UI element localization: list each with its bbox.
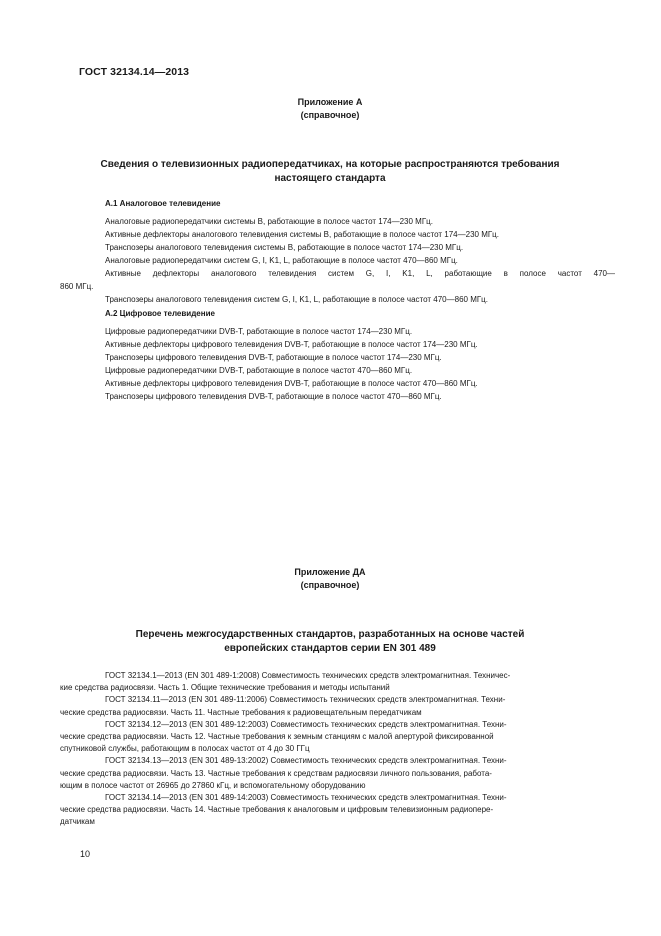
standard-ref-line: ческие средства радиосвязи. Часть 11. Частные требования к радиовещательным передатчикам bbox=[60, 707, 422, 717]
appendix-da-title: Приложение ДА bbox=[294, 567, 366, 577]
list-item: Активные дефлекторы аналогового телевидения системы B, работающие в полосе частот 174—230 МГц. bbox=[105, 230, 499, 239]
appendix-da-header bbox=[60, 566, 600, 592]
appendix-a-heading-line2: настоящего стандарта bbox=[274, 173, 386, 184]
section-a1-title: А.1 Аналоговое телевидение bbox=[105, 199, 221, 208]
appendix-a-title: Приложение А bbox=[297, 97, 363, 107]
list-item: Транспозеры цифрового телевидения DVB-T, работающие в полосе частот 174—230 МГц. bbox=[105, 353, 442, 362]
standards-list bbox=[60, 670, 615, 829]
section-a2-list bbox=[105, 325, 625, 403]
appendix-da-heading-line1: Перечень межгосударственных стандартов, разработанных на основе частей bbox=[135, 629, 525, 640]
standard-ref-line: датчикам bbox=[60, 817, 95, 827]
standard-ref-line: ческие средства радиосвязи. Часть 13. Частные требования к средствам радиосвязи личного пользования, работа- bbox=[60, 768, 492, 778]
appendix-da-heading bbox=[60, 628, 600, 656]
appendix-da-heading-line2: европейских стандартов серии EN 301 489 bbox=[224, 643, 436, 654]
standard-ref-line: кие средства радиосвязи. Часть 1. Общие технические требования и методы испытаний bbox=[60, 683, 390, 693]
list-item: Цифровые радиопередатчики DVB-T, работающие в полосе частот 470—860 МГц. bbox=[105, 366, 413, 375]
standard-ref-line: спутниковой службы, работающим в полосах частот от 4 до 30 ГГц bbox=[60, 744, 310, 754]
list-item: Аналоговые радиопередатчики систем G, I, K1, L, работающие в полосе частот 470—860 МГц. bbox=[105, 256, 458, 265]
standard-ref-line: ческие средства радиосвязи. Часть 12. Частные требования к земным станциям с малой апертурой фиксированной bbox=[60, 732, 494, 742]
standard-ref-line: ГОСТ 32134.11—2013 (EN 301 489-11:2006) Совместимость технических средств электромагнитная. Техни- bbox=[105, 695, 506, 705]
appendix-a-heading bbox=[60, 158, 600, 186]
appendix-da-note: (справочное) bbox=[300, 580, 360, 590]
appendix-a-heading-line1: Сведения о телевизионных радиопередатчиках, на которые распространяются требования bbox=[100, 159, 560, 170]
list-item: Цифровые радиопередатчики DVB-T, работающие в полосе частот 174—230 МГц. bbox=[105, 327, 413, 336]
list-item: Транспозеры аналогового телевидения системы B, работающие в полосе частот 174—230 МГц. bbox=[105, 243, 464, 252]
standard-ref bbox=[60, 719, 615, 756]
standard-ref-line: ГОСТ 32134.1—2013 (EN 301 489-1:2008) Совместимость технических средств электромагнитная. Техничес- bbox=[105, 671, 511, 680]
appendix-a-note: (справочное) bbox=[300, 110, 360, 120]
standard-ref bbox=[60, 792, 615, 829]
standard-ref bbox=[60, 755, 615, 792]
standard-title: ГОСТ 32134.14—2013 bbox=[79, 66, 190, 78]
list-item: Активные дефлекторы аналогового телевидения систем G, I, K1, L, работающие в полосе частот 470— bbox=[105, 269, 615, 278]
list-item: Активные дефлекторы цифрового телевидения DVB-T, работающие в полосе частот 470—860 МГц. bbox=[105, 379, 478, 388]
standard-ref-line: ГОСТ 32134.12—2013 (EN 301 489-12:2003) Совместимость технических средств электромагнитная. Техни- bbox=[105, 719, 507, 729]
list-item: Активные дефлекторы цифрового телевидения DVB-T, работающие в полосе частот 174—230 МГц. bbox=[105, 340, 478, 349]
standard-ref-line: ческие средства радиосвязи. Часть 14. Частные требования к аналоговым и цифровым телевизионным радиопере- bbox=[60, 805, 494, 815]
section-a1-list bbox=[60, 215, 625, 306]
list-item: Транспозеры аналогового телевидения систем G, I, K1, L, работающие в полосе частот 470—860 МГц. bbox=[105, 295, 488, 304]
standard-ref bbox=[60, 670, 615, 694]
list-item: Аналоговые радиопередатчики системы B, работающие в полосе частот 174—230 МГц. bbox=[105, 217, 433, 226]
list-item: Транспозеры цифрового телевидения DVB-T, работающие в полосе частот 470—860 МГц. bbox=[105, 392, 442, 401]
standard-ref-line: ющим в полосе частот от 26965 до 27860 кГц, и вспомогательному оборудованию bbox=[60, 780, 366, 790]
appendix-a-header bbox=[60, 96, 600, 122]
page-number: 10 bbox=[80, 849, 91, 859]
standard-ref-line: ГОСТ 32134.13—2013 (EN 301 489-13:2002) Совместимость технических средств электромагнитная. Техни- bbox=[105, 756, 507, 766]
standard-ref-line: ГОСТ 32134.14—2013 (EN 301 489-14:2003) Совместимость технических средств электромагнитная. Техни- bbox=[105, 793, 507, 803]
list-item-continuation: 860 МГц. bbox=[60, 282, 94, 291]
standard-ref bbox=[60, 694, 615, 718]
section-a2-title: А.2 Цифровое телевидение bbox=[105, 309, 215, 318]
